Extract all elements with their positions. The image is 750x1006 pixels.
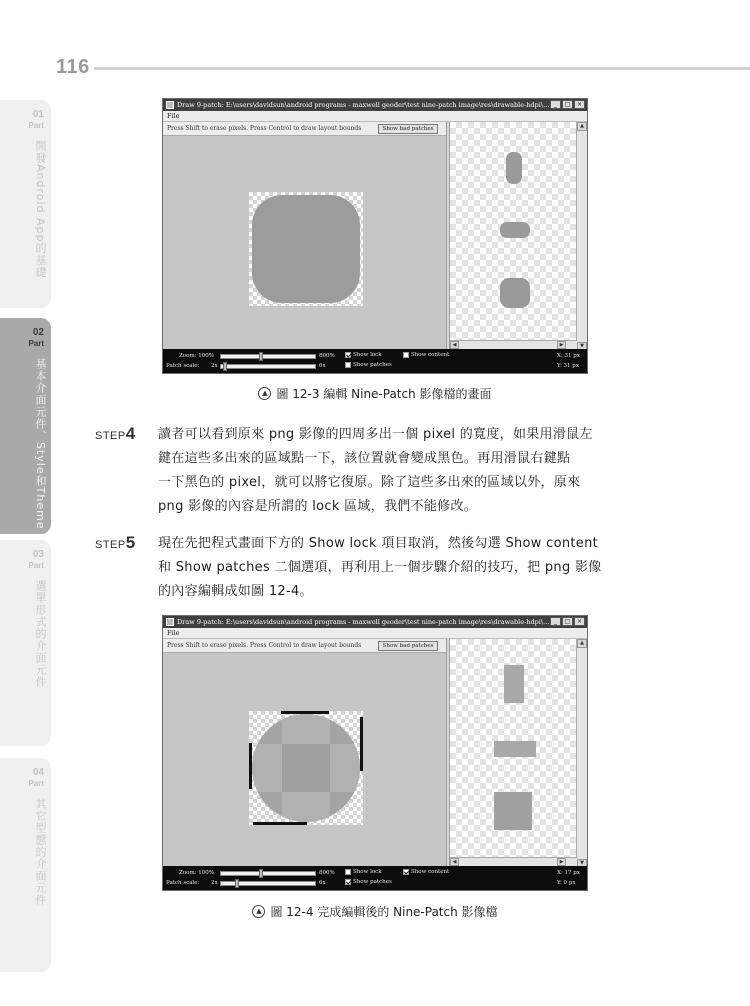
- zoom-slider[interactable]: [220, 871, 316, 876]
- part-number: 02: [32, 327, 44, 338]
- patch-scale-slider[interactable]: [220, 881, 316, 886]
- preview-vertical-stretch: [506, 152, 522, 184]
- checkbox-checked-icon: [345, 352, 351, 358]
- part-title: 基本介面元件、Style和Theme: [34, 358, 47, 530]
- caption-text: 圖 12-3 編輯 Nine-Patch 影像檔的畫面: [276, 387, 492, 401]
- horizontal-scrollbar[interactable]: [450, 857, 577, 866]
- scroll-down-arrow[interactable]: ▼: [577, 342, 587, 351]
- show-lock-checkbox[interactable]: [345, 352, 382, 358]
- show-bad-patches-button[interactable]: Show bad patches: [378, 124, 438, 134]
- text-line: 鍵在這些多出來的區域點一下，該位置就會變成黑色。再用滑鼠右鍵點: [158, 451, 571, 466]
- scroll-right-arrow[interactable]: ▶: [557, 341, 566, 349]
- part-word: Part: [28, 561, 44, 570]
- text-line: 現在先把程式畫面下方的 Show lock 項目取消，然後勾選 Show content: [158, 536, 599, 551]
- zoom-slider[interactable]: [220, 354, 316, 359]
- show-patches-label: Show patches: [353, 362, 392, 368]
- text-line: 和 Show patches 二個選項，再利用上一個步驟介紹的技巧，把 png 影像: [158, 560, 602, 575]
- step-4-label: [95, 424, 135, 444]
- step-word: STEP: [95, 430, 126, 442]
- status-bar: [163, 866, 587, 890]
- y-coordinate: Y: 31 px: [557, 363, 579, 369]
- status-bar: [163, 349, 587, 373]
- patch-scale-label: Patch scale:: [166, 880, 200, 886]
- maximize-button[interactable]: □: [562, 617, 573, 626]
- scroll-left-arrow[interactable]: ◀: [450, 858, 459, 866]
- show-lock-label: Show lock: [353, 869, 382, 875]
- patch-scale-slider-thumb[interactable]: [235, 879, 239, 888]
- vertical-scrollbar[interactable]: [576, 122, 587, 351]
- part-number: 03: [32, 549, 44, 560]
- show-lock-label: Show lock: [353, 352, 382, 358]
- patch-scale-slider[interactable]: [220, 364, 316, 369]
- zoom-label: Zoom: 100%: [179, 353, 214, 359]
- part-word: Part: [28, 779, 44, 788]
- preview-pane: [450, 122, 577, 340]
- figure-caption-12-3: [0, 385, 750, 402]
- show-content-label: Show content: [411, 352, 450, 358]
- checkbox-unchecked-icon: [345, 869, 351, 875]
- patch-scale-max: 6x: [319, 363, 326, 369]
- checkbox-unchecked-icon: [403, 352, 409, 358]
- figure-caption-12-4: [0, 903, 750, 920]
- image-content: [252, 714, 360, 822]
- step-5-label: [95, 533, 135, 553]
- zoom-max-label: 800%: [319, 353, 335, 359]
- close-button[interactable]: ×: [574, 100, 585, 109]
- part-tab-03: [0, 540, 51, 746]
- part-tab-02: [0, 318, 51, 534]
- text-line: 讀者可以看到原來 png 影像的四周多出一個 pixel 的寬度，如果用滑鼠左: [158, 427, 593, 442]
- zoom-slider-thumb[interactable]: [259, 352, 263, 361]
- triangle-up-icon: ▲: [252, 905, 265, 918]
- hint-text: Press Shift to erase pixels. Press Control to draw layout bounds: [163, 639, 446, 653]
- show-patches-label: Show patches: [353, 879, 392, 885]
- stretch-region-center: [282, 744, 330, 792]
- scroll-left-arrow[interactable]: ◀: [450, 341, 459, 349]
- minimize-button[interactable]: _: [550, 100, 561, 109]
- checkbox-checked-icon: [403, 869, 409, 875]
- preview-vertical-stretch: [504, 665, 524, 703]
- patch-scale-min: 2x: [211, 880, 218, 886]
- part-tab-01: [0, 100, 51, 308]
- part-title: 開發Android App的基礎: [34, 140, 47, 279]
- x-coordinate: X: 17 px: [557, 870, 580, 876]
- bottom-padding-marker: [253, 822, 307, 825]
- editor-canvas[interactable]: [163, 136, 446, 351]
- step-number: 4: [125, 424, 136, 443]
- header-rule: [94, 67, 750, 70]
- show-content-checkbox[interactable]: [403, 352, 449, 358]
- scroll-right-arrow[interactable]: ▶: [557, 858, 566, 866]
- minimize-button[interactable]: _: [550, 617, 561, 626]
- editor-canvas[interactable]: [163, 653, 446, 868]
- draw9patch-window-1: [162, 98, 588, 374]
- scroll-down-arrow[interactable]: ▼: [577, 859, 587, 868]
- top-patch-marker: [281, 711, 329, 714]
- step-4-text: [158, 423, 658, 519]
- close-button[interactable]: ×: [574, 617, 585, 626]
- patch-scale-min: 2x: [211, 363, 218, 369]
- show-content-label: Show content: [411, 869, 450, 875]
- text-line: png 影像的內容是所謂的 lock 區域，我們不能修改。: [158, 499, 478, 514]
- scroll-up-arrow[interactable]: ▲: [577, 122, 587, 131]
- draw9patch-window-2: [162, 615, 588, 891]
- maximize-button[interactable]: □: [562, 100, 573, 109]
- caption-text: 圖 12-4 完成編輯後的 Nine-Patch 影像檔: [270, 905, 498, 919]
- patch-scale-slider-thumb[interactable]: [223, 362, 227, 371]
- part-word: Part: [28, 121, 44, 130]
- preview-both-stretch: [494, 792, 532, 830]
- checkbox-checked-icon: [345, 879, 351, 885]
- vertical-scrollbar[interactable]: [576, 639, 587, 868]
- part-number: 04: [32, 767, 44, 778]
- patch-scale-max: 6x: [319, 880, 326, 886]
- y-coordinate: Y: 0 px: [557, 880, 576, 886]
- checkbox-unchecked-icon: [345, 362, 351, 368]
- window-titlebar: [163, 616, 587, 628]
- scroll-up-arrow[interactable]: ▲: [577, 639, 587, 648]
- text-line: 的內容編輯成如圖 12-4。: [158, 584, 313, 599]
- zoom-label: Zoom: 100%: [179, 870, 214, 876]
- window-title: Draw 9-patch: E:\users\davidsun\android programs - maxwell geoder\test nine-patch image\res\drawable-hdpi\...: [177, 618, 550, 626]
- show-lock-checkbox[interactable]: [345, 869, 382, 875]
- app-icon: [166, 101, 174, 109]
- show-patches-checkbox[interactable]: [345, 362, 392, 368]
- page-number: 116: [56, 56, 90, 78]
- preview-horizontal-stretch: [494, 741, 536, 757]
- step-5-text: [158, 532, 658, 604]
- part-title: 其它型態的介面元件: [34, 798, 47, 906]
- part-number: 01: [32, 109, 44, 120]
- nine-patch-image: [249, 192, 363, 306]
- step-number: 5: [125, 533, 136, 552]
- right-padding-marker: [360, 717, 363, 771]
- triangle-up-icon: ▲: [258, 387, 271, 400]
- text-line: 一下黑色的 pixel，就可以將它復原。除了這些多出來的區域以外，原來: [158, 475, 581, 490]
- part-tab-04: [0, 758, 51, 972]
- preview-horizontal-stretch: [500, 222, 530, 238]
- part-word: Part: [28, 339, 44, 348]
- part-title: 選單形式的介面元件: [34, 580, 47, 688]
- show-content-checkbox[interactable]: [403, 869, 449, 875]
- step-word: STEP: [95, 539, 126, 551]
- window-titlebar: [163, 99, 587, 111]
- horizontal-scrollbar[interactable]: [450, 340, 577, 349]
- patch-scale-label: Patch scale:: [166, 363, 200, 369]
- left-patch-marker: [249, 743, 252, 789]
- preview-both-stretch: [500, 278, 530, 308]
- menu-file[interactable]: File: [163, 111, 587, 122]
- app-icon: [166, 618, 174, 626]
- show-patches-checkbox[interactable]: [345, 879, 392, 885]
- menu-file[interactable]: File: [163, 628, 587, 639]
- x-coordinate: X: 31 px: [557, 353, 580, 359]
- window-title: Draw 9-patch: E:\users\davidsun\android programs - maxwell geoder\test nine-patch image\res\drawable-hdpi\...: [177, 101, 550, 109]
- hint-text: Press Shift to erase pixels. Press Control to draw layout bounds: [163, 122, 446, 136]
- image-content: [252, 195, 360, 303]
- preview-pane: [450, 639, 577, 857]
- zoom-slider-thumb[interactable]: [259, 869, 263, 878]
- show-bad-patches-button[interactable]: Show bad patches: [378, 641, 438, 651]
- nine-patch-image: [249, 711, 363, 825]
- zoom-max-label: 800%: [319, 870, 335, 876]
